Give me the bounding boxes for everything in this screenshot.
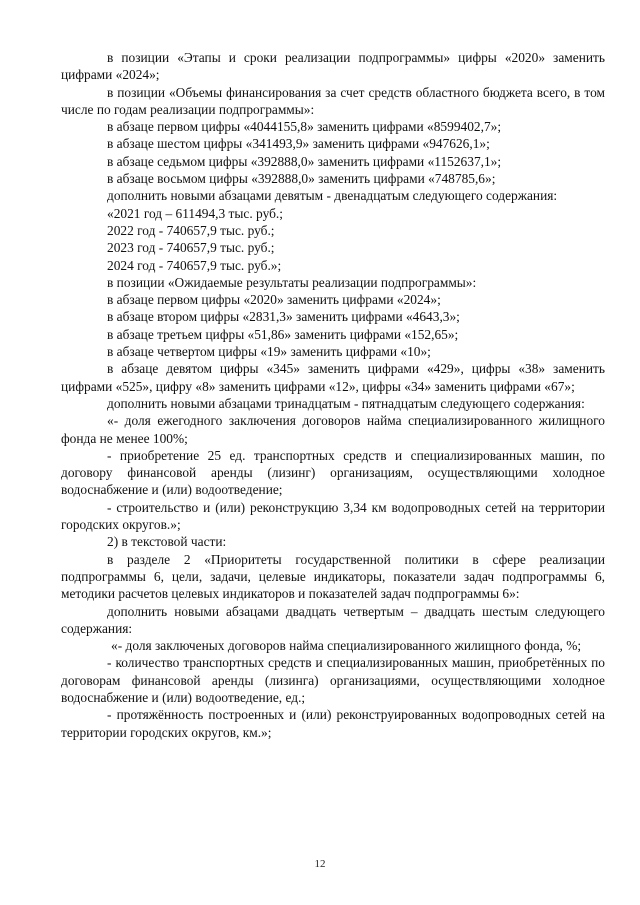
paragraph: дополнить новыми абзацами двадцать четвертым – двадцать шестым следующего содержания: (61, 603, 605, 636)
paragraph: - строительство и (или) реконструкцию 3,34 км водопроводных сетей на территории городских округов.»; (61, 499, 605, 533)
paragraph: 2) в текстовой части: (107, 534, 227, 550)
paragraph: 2023 год - 740657,9 тыс. руб.; (107, 240, 275, 256)
paragraph: в абзаце третьем цифры «51,86» заменить цифрами «152,65»; (107, 326, 459, 342)
paragraph: в позиции «Ожидаемые результаты реализации подпрограммы»: (107, 274, 477, 290)
paragraph: «- доля заключеных договоров найма специализированного жилищного фонда, %; (111, 638, 582, 654)
paragraph: в абзаце восьмом цифры «392888,0» заменить цифрами «748785,6»; (107, 171, 496, 187)
paragraph: в позиции «Этапы и сроки реализации подпрограммы» цифры «2020» заменить цифрами «2024»; (61, 50, 605, 83)
paragraph: в позиции «Объемы финансирования за счет средств областного бюджета всего, в том числе по годам реализации подпрограммы»: (61, 84, 605, 117)
paragraph: в абзаце первом цифры «2020» заменить цифрами «2024»; (107, 292, 441, 308)
paragraph: в разделе 2 «Приоритеты государственной политики в сфере реализации подпрограммы 6, цели, задачи, целевые индикаторы, показатели задач подпрограммы 6, методики расчетов целевых индикаторов и показателей задач подпрограммы 6»: (61, 551, 605, 602)
paragraph: 2022 год - 740657,9 тыс. руб.; (107, 222, 275, 238)
paragraph: в абзаце четвертом цифры «19» заменить цифрами «10»; (107, 344, 431, 360)
page-number: 12 (314, 858, 326, 870)
paragraph: дополнить новыми абзацами тринадцатым - пятнадцатым следующего содержания: (107, 395, 585, 411)
paragraph: в абзаце седьмом цифры «392888,0» заменить цифрами «1152637,1»; (107, 153, 502, 169)
paragraph: дополнить новыми абзацами девятым - двенадцатым следующего содержания: (107, 188, 558, 204)
paragraph: - приобретение 25 ед. транспортных средств и специализированных машин, по договору финансовой аренды (лизинг) организациям, осуществляющими холодное водоснабжение и (или) водоотведение; (61, 447, 605, 498)
paragraph: «- доля ежегодного заключения договоров найма специализированного жилищного фонда не менее 100%; (61, 413, 605, 446)
document-body (61, 49, 605, 741)
paragraph: в абзаце втором цифры «2831,3» заменить цифрами «4643,3»; (107, 309, 460, 325)
paragraph: «2021 год – 611494,3 тыс. руб.; (107, 205, 283, 221)
paragraph: в абзаце первом цифры «4044155,8» заменить цифрами «8599402,7»; (107, 119, 502, 135)
paragraph: - количество транспортных средств и специализированных машин, приобретённых по договорам финансовой аренды (лизинга) организациями, осуществляющими холодное водоснабжение и (или) водоотведение, ед.; (61, 655, 605, 705)
paragraph: 2024 год - 740657,9 тыс. руб.»; (107, 257, 282, 273)
paragraph: в абзаце девятом цифры «345» заменить цифрами «429», цифры «38» заменить цифрами «525», цифру «8» заменить цифрами «12», цифры «34» заменить цифрами «67»; (61, 361, 605, 394)
paragraph: - протяжённость построенных и (или) реконструированных водопроводных сетей на территории городских округов, км.»; (61, 707, 605, 740)
paragraph: в абзаце шестом цифры «341493,9» заменить цифрами «947626,1»; (107, 136, 490, 152)
